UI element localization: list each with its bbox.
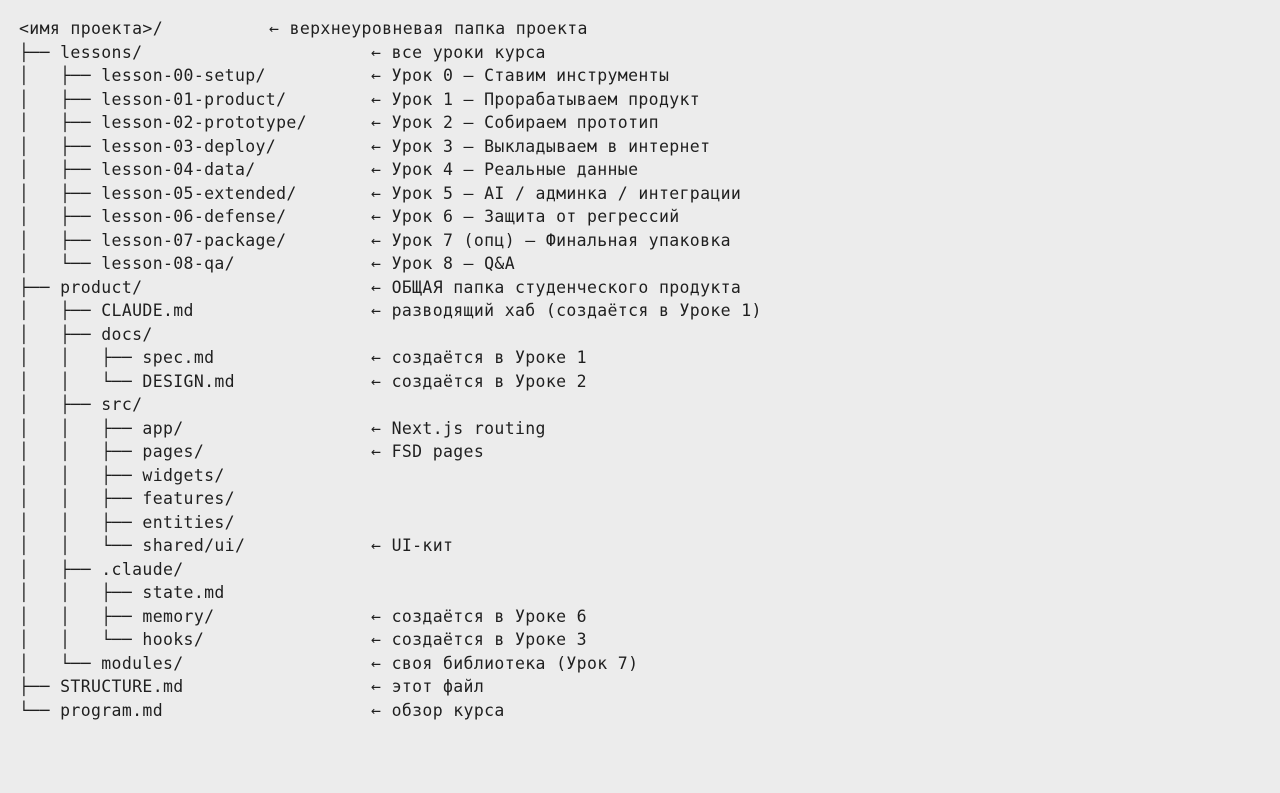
tree-row-modules	[19, 652, 1259, 676]
tree-entry-path: │ ├── docs/	[19, 324, 153, 344]
tree-row-hooks	[19, 628, 1259, 652]
tree-entry-path: │ ├── lesson-04-data/	[19, 160, 256, 179]
tree-row-design-md	[19, 370, 1259, 394]
tree-entry-comment: ← Урок 1 — Прорабатываем продукт	[371, 89, 701, 109]
tree-entry-path: │ │ ├── pages/	[19, 442, 205, 461]
tree-row-src	[19, 393, 1259, 417]
tree-entry-comment: ← ОБЩАЯ папка студенческого продукта	[371, 277, 742, 297]
tree-entry-comment: ← Урок 7 (опц) — Финальная упаковка	[371, 230, 731, 250]
tree-entry-path: │ ├── .claude/	[19, 559, 184, 579]
tree-entry-path: │ ├── lesson-05-extended/	[19, 183, 297, 203]
tree-entry-path: │ ├── src/	[19, 395, 143, 414]
tree-entry-path: ├── STRUCTURE.md	[19, 677, 184, 696]
tree-row-lesson-04	[19, 158, 1259, 182]
tree-row-lesson-02	[19, 111, 1259, 135]
tree-entry-comment: ← все уроки курса	[371, 42, 546, 62]
tree-entry-path: │ │ └── hooks/	[19, 630, 205, 649]
tree-row-app	[19, 417, 1259, 441]
tree-entry-path: │ │ ├── widgets/	[19, 465, 225, 485]
tree-row-lesson-01	[19, 88, 1259, 112]
tree-row-state-md	[19, 581, 1259, 605]
tree-entry-path: │ │ ├── spec.md	[19, 348, 215, 367]
tree-entry-comment: ← Урок 8 — Q&A	[371, 254, 515, 273]
tree-entry-path: │ ├── lesson-01-product/	[19, 89, 287, 109]
tree-entry-path: │ ├── lesson-00-setup/	[19, 66, 266, 85]
tree-entry-comment: ← Урок 0 — Ставим инструменты	[371, 66, 670, 85]
tree-entry-comment: ← разводящий хаб (создаётся в Уроке 1)	[371, 301, 762, 320]
tree-row-lesson-05	[19, 182, 1259, 206]
tree-entry-path: │ │ ├── app/	[19, 418, 184, 438]
tree-entry-path: │ ├── lesson-06-defense/	[19, 207, 287, 226]
tree-row-widgets	[19, 464, 1259, 488]
tree-root-path: <имя проекта>/	[19, 19, 163, 38]
tree-entry-comment: ← Урок 5 — AI / админка / интеграции	[371, 183, 742, 203]
tree-row-lessons	[19, 41, 1259, 65]
tree-entry-comment: ← создаётся в Уроке 1	[371, 348, 587, 367]
tree-entry-comment: ← UI-кит	[371, 536, 454, 555]
tree-entry-comment: ← Урок 3 — Выкладываем в интернет	[371, 136, 711, 156]
tree-entry-path: │ └── lesson-08-qa/	[19, 254, 235, 273]
tree-entry-comment: ← Next.js routing	[371, 418, 546, 438]
tree-row-memory	[19, 605, 1259, 629]
tree-root-row	[19, 17, 1259, 41]
tree-entry-path: │ ├── lesson-02-prototype/	[19, 113, 307, 132]
tree-entry-comment: ← Урок 6 — Защита от регрессий	[371, 207, 680, 226]
tree-entry-path: │ └── modules/	[19, 653, 184, 673]
tree-entry-comment: ← создаётся в Уроке 3	[371, 630, 587, 649]
tree-row-program-md	[19, 699, 1259, 723]
tree-entry-comment: ← Урок 4 — Реальные данные	[371, 160, 639, 179]
tree-row-dot-claude	[19, 558, 1259, 582]
tree-entry-path: ├── product/	[19, 277, 143, 297]
tree-root-comment: ← верхнеуровневая папка проекта	[269, 19, 588, 38]
tree-row-entities	[19, 511, 1259, 535]
tree-entry-path: │ │ ├── memory/	[19, 606, 215, 626]
tree-row-claude-md	[19, 299, 1259, 323]
tree-entry-comment: ← Урок 2 — Собираем прототип	[371, 113, 659, 132]
tree-entry-path: │ │ ├── state.md	[19, 583, 225, 602]
tree-row-lesson-06	[19, 205, 1259, 229]
tree-row-pages	[19, 440, 1259, 464]
tree-entry-path: │ │ ├── entities/	[19, 512, 235, 532]
tree-entry-comment: ← этот файл	[371, 677, 485, 696]
tree-row-shared-ui	[19, 534, 1259, 558]
tree-row-lesson-00	[19, 64, 1259, 88]
tree-row-lesson-07	[19, 229, 1259, 253]
tree-row-lesson-03	[19, 135, 1259, 159]
tree-entry-comment: ← создаётся в Уроке 6	[371, 606, 587, 626]
tree-entry-path: │ │ ├── features/	[19, 489, 235, 508]
tree-entry-comment: ← создаётся в Уроке 2	[371, 371, 587, 391]
tree-row-product	[19, 276, 1259, 300]
tree-row-docs	[19, 323, 1259, 347]
project-structure-tree	[19, 17, 1259, 722]
tree-entry-path: │ │ └── shared/ui/	[19, 536, 246, 555]
tree-row-structure-md	[19, 675, 1259, 699]
tree-row-features	[19, 487, 1259, 511]
tree-entry-path: └── program.md	[19, 700, 163, 720]
tree-row-spec-md	[19, 346, 1259, 370]
tree-entry-path: │ │ └── DESIGN.md	[19, 371, 235, 391]
tree-entry-comment: ← обзор курса	[371, 700, 505, 720]
tree-entry-comment: ← FSD pages	[371, 442, 485, 461]
tree-entry-path: │ ├── lesson-07-package/	[19, 230, 287, 250]
tree-entry-path: │ ├── lesson-03-deploy/	[19, 136, 277, 156]
tree-row-lesson-08	[19, 252, 1259, 276]
tree-entry-path: ├── lessons/	[19, 42, 143, 62]
tree-entry-path: │ ├── CLAUDE.md	[19, 301, 194, 320]
tree-entry-comment: ← своя библиотека (Урок 7)	[371, 653, 639, 673]
